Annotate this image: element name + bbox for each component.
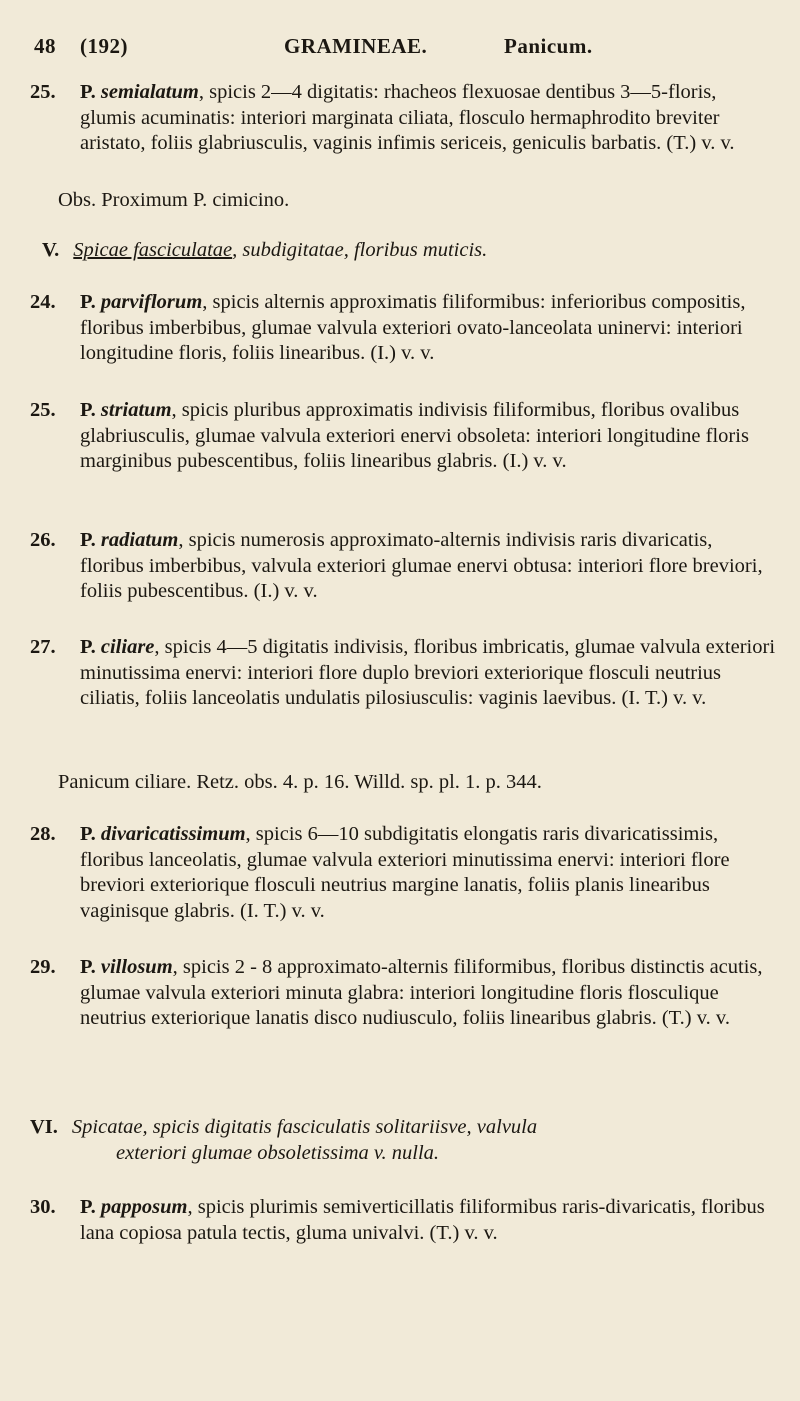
entry-epithet: papposum	[100, 1196, 188, 1218]
section-v-rest: , subdigitatae, floribus muticis.	[232, 239, 488, 261]
entry-description: , spicis 2—4 digitatis: rhacheos flexuosae dentibus 3—5-floris, glumis acuminatis: interiori marginata ciliata, flosculo hermaphrodito breviter aristato, foliis glabriusculis, vaginis infimis sericeis, geniculis barbatis. (T.) v. v.	[80, 81, 735, 155]
section-vi-heading	[30, 1115, 780, 1166]
entry-description: , spicis 6—10 subdigitatis elongatis raris divaricatissimis, floribus lanceolatis, glumae valvula exteriori minutissima enervi: interiori flore breviori exteriorique flosculi neutrius margine lanatis, foliis planis linearibus vaginisque glabris. (I. T.) v. v.	[80, 823, 730, 922]
page-number: 48	[34, 34, 56, 58]
entry-description: , spicis numerosis approximato-alternis indivisis raris divaricatis, floribus imberbibus, valvula exteriori glumae enervi obtusa: interiori flore breviori, foliis pubescentibus. (I.) v. v.	[80, 529, 763, 603]
species-entry	[30, 955, 775, 1032]
section-vi-line2: exteriori glumae obsoletissima v. nulla.	[116, 1141, 440, 1164]
species-entry	[30, 635, 775, 712]
entry-epithet: semialatum	[100, 81, 199, 103]
entry-genus: P.	[80, 291, 96, 313]
entry-genus: P.	[80, 529, 96, 551]
entry-genus: P.	[80, 956, 96, 978]
plate-number: (192)	[80, 34, 128, 58]
entry-epithet: ciliare	[100, 636, 155, 658]
entry-epithet: villosum	[100, 956, 173, 978]
section-v-underlined: Spicae fasciculatae	[73, 239, 233, 261]
entry-epithet: radiatum	[100, 529, 179, 551]
species-entry	[30, 80, 775, 157]
section-v-heading	[42, 238, 487, 264]
entry-number: 25.	[30, 399, 56, 421]
entry-epithet: parviflorum	[100, 291, 203, 313]
species-entry	[30, 398, 775, 475]
section-vi-line1: Spicatae, spicis digitatis fasciculatis solitariisve, valvula	[71, 1116, 538, 1138]
genus-name: Panicum.	[504, 34, 593, 58]
entry-number: 25.	[30, 81, 56, 103]
entry-description: , spicis alternis approximatis filiformibus: inferioribus compositis, floribus imberbibus, glumae valvula exteriori ovato-lanceolata uninervi: interiori longitudine floris, foliis linearibus. (I.) v. v.	[80, 291, 746, 365]
section-v-label: V.	[42, 239, 60, 261]
species-entry	[30, 290, 775, 367]
entry-number: 24.	[30, 291, 56, 313]
species-entry	[30, 528, 775, 605]
entry-genus: P.	[80, 1196, 96, 1218]
section-vi-label: VI.	[30, 1116, 58, 1138]
entry-number: 30.	[30, 1196, 56, 1218]
entry-description: , spicis 2 - 8 approximato-alternis filiformibus, floribus distinctis acutis, glumae valvula exteriori minuta glabra: interiori longitudine floris flosculique neutrius exteriorique lanatis disco nudiusculo, foliis linearibus glabris. (T.) v. v.	[80, 956, 763, 1030]
entry-description: , spicis pluribus approximatis indivisis filiformibus, floribus ovalibus glabriusculis, glumae valvula exteriori enervi obsoleta: interiori longitudine floris marginibus pubescentibus, foliis linearibus glabris. (I.) v. v.	[80, 399, 749, 473]
entry-number: 29.	[30, 956, 56, 978]
entry-number: 27.	[30, 636, 56, 658]
entry-genus: P.	[80, 81, 96, 103]
entry-genus: P.	[80, 399, 96, 421]
entry-genus: P.	[80, 636, 96, 658]
species-entry	[30, 1195, 775, 1246]
entry-description: , spicis plurimis semiverticillatis filiformibus raris-divaricatis, floribus lana copiosa patula tectis, gluma univalvi. (T.) v. v.	[80, 1196, 765, 1244]
entry-number: 26.	[30, 529, 56, 551]
observation-note: Obs. Proximum P. cimicino.	[58, 189, 290, 211]
entry-description: , spicis 4—5 digitatis indivisis, floribus imbricatis, glumae valvula exteriori minutissima enervi: interiori flore duplo breviori exteriorique flosculi neutrius ciliatis, foliis lanceolatis undulatis pilosiusculis: vaginis laevibus. (I. T.) v. v.	[80, 636, 776, 710]
entry-number: 28.	[30, 823, 56, 845]
synonym-reference: Panicum ciliare. Retz. obs. 4. p. 16. Willd. sp. pl. 1. p. 344.	[58, 771, 542, 793]
species-entry	[30, 822, 775, 924]
entry-epithet: divaricatissimum	[100, 823, 246, 845]
family-name: GRAMINEAE.	[284, 34, 428, 58]
entry-genus: P.	[80, 823, 96, 845]
entry-epithet: striatum	[100, 399, 172, 421]
